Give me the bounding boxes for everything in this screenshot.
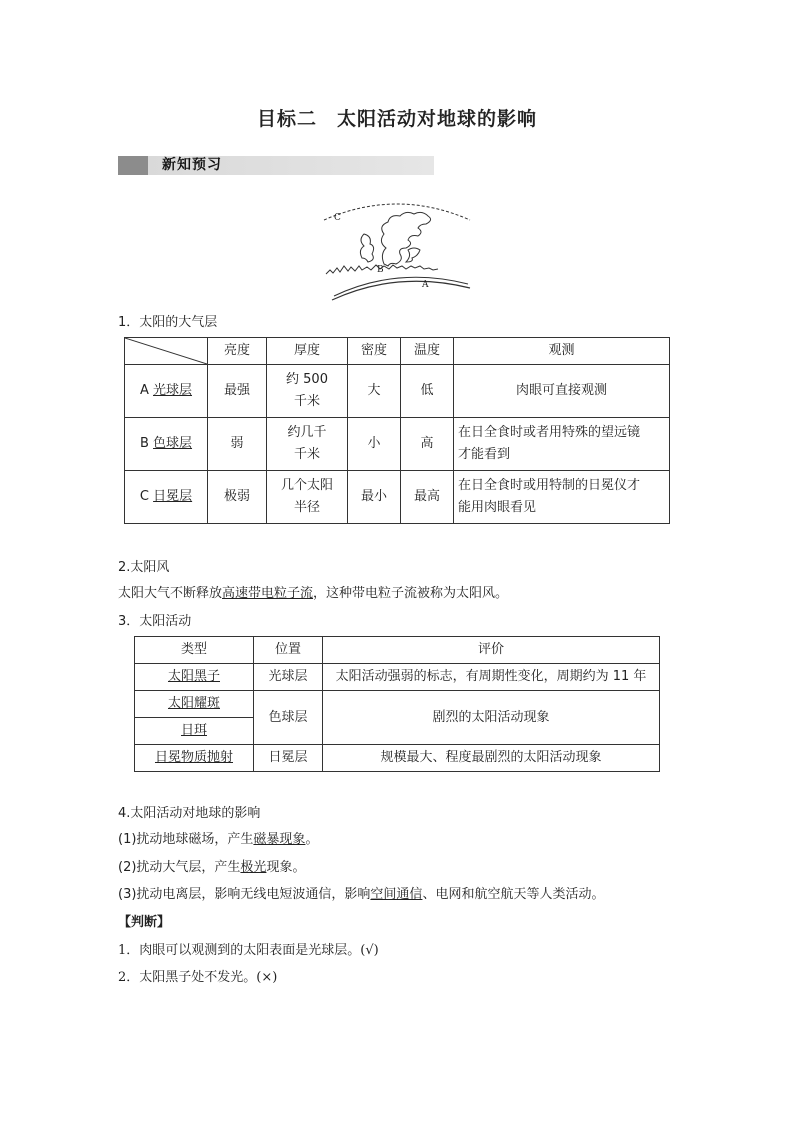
impact-2-tail: 现象。 <box>266 860 306 875</box>
section-banner-label: 新知预习 <box>162 157 222 173</box>
position-cell: 日冕层 <box>254 745 323 772</box>
layer-name: 光球层 <box>153 383 193 398</box>
header-type: 类型 <box>135 637 254 664</box>
atmosphere-table <box>124 337 670 524</box>
header-observation: 观测 <box>454 338 670 365</box>
section-4-heading: 4.太阳活动对地球的影响 <box>118 806 261 821</box>
type-cell: 日冕物质抛射 <box>135 745 254 772</box>
temperature-cell: 高 <box>401 418 454 471</box>
table-row <box>135 691 660 718</box>
page-title: 目标二 太阳活动对地球的影响 <box>256 108 537 130</box>
solar-activity-table <box>134 636 660 772</box>
layer-prefix: C <box>139 489 154 504</box>
thickness-cell <box>267 471 348 524</box>
observation-line-1: 肉眼可直接观测 <box>515 383 607 398</box>
prominence-main <box>381 212 430 266</box>
impact-3-text: (3)扰动电离层，影响无线电短波通信，影响 <box>118 887 371 902</box>
impact-item-3 <box>118 883 604 902</box>
observation-line-1: 在日全食时或用特制的日冕仪才 <box>458 478 641 493</box>
observation-cell <box>454 418 670 471</box>
evaluation-cell: 剧烈的太阳活动现象 <box>323 691 660 745</box>
layer-cell <box>125 471 208 524</box>
density-cell: 最小 <box>348 471 401 524</box>
section-2-heading: 2.太阳风 <box>118 560 170 575</box>
impact-item-1 <box>118 828 318 847</box>
header-density: 密度 <box>348 338 401 365</box>
table-row <box>125 365 670 418</box>
table-row <box>125 418 670 471</box>
observation-cell <box>454 365 670 418</box>
solar-wind-paragraph <box>118 582 508 601</box>
thickness-cell <box>267 418 348 471</box>
table-header-row <box>125 338 670 365</box>
observation-cell <box>454 471 670 524</box>
header-evaluation: 评价 <box>323 637 660 664</box>
prominence-left <box>360 234 373 262</box>
judge-heading: 【判断】 <box>118 915 171 930</box>
impact-2-keyword: 极光 <box>240 860 267 875</box>
corona-arc <box>324 204 470 220</box>
photosphere-arc-outer <box>332 281 470 300</box>
header-brightness: 亮度 <box>208 338 267 365</box>
temperature-cell: 最高 <box>401 471 454 524</box>
table-row <box>135 664 660 691</box>
solar-wind-text-after: ，这种带电粒子流被称为太阳风。 <box>313 586 509 601</box>
density-cell: 大 <box>348 365 401 418</box>
impact-2-text: (2)扰动大气层，产生 <box>118 860 241 875</box>
evaluation-cell: 规模最大、程度最剧烈的太阳活动现象 <box>323 745 660 772</box>
diagonal-line <box>125 338 207 364</box>
judge-question-2: 2．太阳黑子处不发光。(×) <box>118 970 278 985</box>
label-c: C <box>334 213 341 223</box>
diagonal-header-cell <box>125 338 208 365</box>
thickness-cell <box>267 365 348 418</box>
label-b: B <box>377 265 384 275</box>
temperature-cell: 低 <box>401 365 454 418</box>
section-1-heading: 1．太阳的大气层 <box>118 315 218 330</box>
label-a: A <box>422 280 429 290</box>
judge-question-1: 1．肉眼可以观测到的太阳表面是光球层。(√) <box>118 943 379 958</box>
layer-cell <box>125 365 208 418</box>
layer-prefix: B <box>139 436 154 451</box>
observation-line-1: 在日全食时或者用特殊的望远镜 <box>458 425 641 440</box>
impact-item-2 <box>118 856 305 875</box>
header-position: 位置 <box>254 637 323 664</box>
observation-line-2: 才能看到 <box>458 447 511 462</box>
layer-name: 日冕层 <box>153 489 193 504</box>
impact-1-keyword: 磁暴现象 <box>253 832 306 847</box>
solar-wind-text-before: 太阳大气不断释放 <box>118 586 223 601</box>
type-cell: 太阳耀斑 <box>135 691 254 718</box>
type-cell: 太阳黑子 <box>135 664 254 691</box>
brightness-cell: 极弱 <box>208 471 267 524</box>
sun-atmosphere-figure <box>322 192 472 304</box>
brightness-cell: 最强 <box>208 365 267 418</box>
type-cell: 日珥 <box>135 718 254 745</box>
thickness-line-1: 约 500 <box>286 372 328 387</box>
impact-1-tail: 。 <box>305 832 319 847</box>
table-row <box>125 471 670 524</box>
table-header-row <box>135 637 660 664</box>
prominence-right <box>406 248 420 262</box>
thickness-line-2: 千米 <box>293 447 320 462</box>
impact-1-text: (1)扰动地球磁场，产生 <box>118 832 254 847</box>
layer-cell <box>125 418 208 471</box>
evaluation-cell: 太阳活动强弱的标志，有周期性变化，周期约为 11 年 <box>323 664 660 691</box>
position-cell: 色球层 <box>254 691 323 745</box>
thickness-line-1: 约几千 <box>287 425 327 440</box>
photosphere-arc-inner <box>334 277 468 296</box>
header-temperature: 温度 <box>401 338 454 365</box>
thickness-line-2: 半径 <box>293 500 320 515</box>
table-row <box>135 745 660 772</box>
solar-wind-keyword: 高速带电粒子流 <box>222 586 314 601</box>
impact-3-keyword: 空间通信 <box>370 887 423 902</box>
section-banner <box>118 156 434 175</box>
observation-line-2: 能用肉眼看见 <box>458 500 537 515</box>
layer-name: 色球层 <box>153 436 193 451</box>
layer-prefix: A <box>139 383 153 398</box>
density-cell: 小 <box>348 418 401 471</box>
thickness-line-1: 几个太阳 <box>280 478 333 493</box>
brightness-cell: 弱 <box>208 418 267 471</box>
position-cell: 光球层 <box>254 664 323 691</box>
section-3-heading: 3．太阳活动 <box>118 614 192 629</box>
thickness-line-2: 千米 <box>293 394 320 409</box>
impact-3-tail: 、电网和航空航天等人类活动。 <box>422 887 605 902</box>
header-thickness: 厚度 <box>267 338 348 365</box>
